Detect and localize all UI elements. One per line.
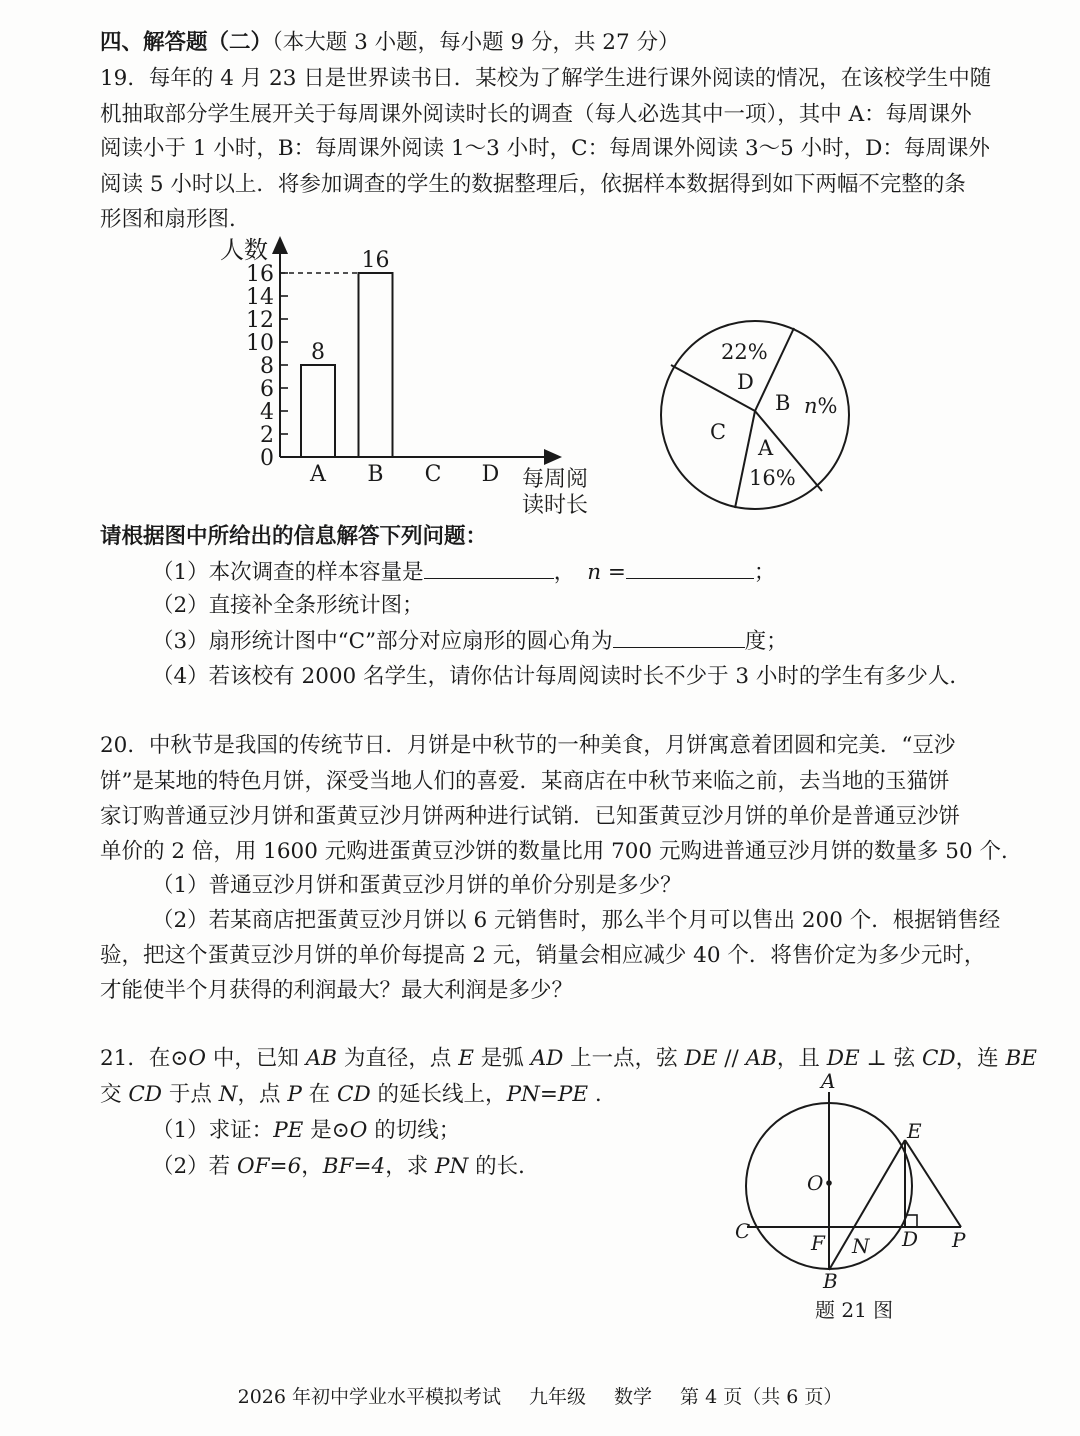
q20-line-1: 20．中秋节是我国的传统节日．月饼是中秋节的一种美食，月饼寓意着团圆和完美．“豆沙: [100, 733, 956, 758]
q21-line-2: 交 CD 于点 N，点 P 在 CD 的延长线上，PN=PE .: [100, 1082, 602, 1107]
label-c: C: [735, 1219, 751, 1243]
q20-part-2-line-2: 验，把这个蛋黄豆沙月饼的单价每提高 2 元，销量会相应减少 40 个．将售价定为多少元时，: [100, 943, 986, 968]
y-tick-label-6: 6: [260, 377, 274, 402]
bar-A: [301, 365, 335, 457]
y-tick-label-12: 12: [246, 308, 274, 333]
y-tick-label-14: 14: [246, 285, 274, 310]
answer-blank-sample-size[interactable]: [424, 556, 554, 579]
q20-part-1: （1）普通豆沙月饼和蛋黄豆沙月饼的单价分别是多少？: [152, 873, 682, 898]
y-tick-label-10: 10: [246, 331, 274, 356]
q19-part-4: （4）若该校有 2000 名学生，请你估计每周阅读时长不少于 3 小时的学生有多少人．: [152, 664, 971, 689]
q19-line-4: 阅读 5 小时以上．将参加调查的学生的数据整理后，依据样本数据得到如下两幅不完整的条: [100, 172, 966, 197]
pie-chart: [655, 315, 855, 515]
page-footer: [0, 1382, 1080, 1409]
y-axis-label: 人数: [220, 236, 268, 264]
label-n: N: [852, 1234, 870, 1258]
label-p: P: [952, 1228, 966, 1252]
answer-blank-n[interactable]: [626, 556, 754, 579]
bar-value-label-A: 8: [311, 340, 325, 365]
q20-part-2-line-3: 才能使半个月获得的利润最大？最大利润是多少？: [100, 978, 574, 1003]
q20-line-4: 单价的 2 倍，用 1600 元购进蛋黄豆沙饼的数量比用 700 元购进普通豆沙月饼的数量多 50 个．: [100, 839, 1023, 864]
label-b: B: [823, 1269, 838, 1293]
x-category-label-D: D: [481, 462, 500, 487]
q19-part-3: [152, 625, 788, 657]
q20-line-3: 家订购普通豆沙月饼和蛋黄豆沙月饼两种进行试销．已知蛋黄豆沙月饼的单价是普通豆沙饼: [100, 804, 961, 829]
q19-prompt: 请根据图中所给出的信息解答下列问题：: [100, 524, 488, 549]
pie-a-label: A: [758, 436, 774, 460]
geometry-figure: [725, 1070, 985, 1330]
label-o: O: [807, 1171, 824, 1195]
q19-part-1-n: n: [587, 560, 602, 585]
label-f: F: [811, 1231, 825, 1255]
bar-value-label-B: 16: [361, 248, 390, 273]
x-category-label-B: B: [367, 462, 384, 487]
q19-part-1-eq: =: [601, 560, 626, 585]
footer-exam: 2026 年初中学业水平模拟考试: [237, 1386, 502, 1408]
x-axis-label-line-2: 读时长: [522, 493, 589, 518]
q19-line-3: 阅读小于 1 小时，B：每周课外阅读 1～3 小时，C：每周课外阅读 3～5 小时，D：每周课外: [100, 136, 990, 161]
pie-divider-ca: [735, 411, 755, 508]
q21-part-1: （1）求证：PE 是⊙O 的切线；: [152, 1118, 461, 1143]
x-axis-label-line-1: 每周阅: [522, 467, 589, 492]
q20-line-2: 饼”是某地的特色月饼，深受当地人们的喜爱．某商店在中秋节来临之前，去当地的玉猫饼: [100, 769, 950, 794]
y-tick-label-16: 16: [246, 262, 274, 287]
y-tick-label-4: 4: [260, 400, 274, 425]
q19-line-1: 19．每年的 4 月 23 日是世界读书日．某校为了解学生进行课外阅读的情况，在该校学生中随: [100, 66, 992, 91]
bar-B: [359, 273, 393, 457]
q19-line-2: 机抽取部分学生展开关于每周课外阅读时长的调查（每人必选其中一项），其中 A：每周课外: [100, 102, 972, 127]
figure-caption: 题 21 图: [815, 1298, 894, 1322]
footer-grade: 九年级: [529, 1386, 587, 1408]
pie-d-value: 22%: [721, 340, 768, 364]
pie-b-value-pct: %: [817, 394, 838, 418]
x-category-label-A: A: [310, 462, 326, 487]
q19-part-2: （2）直接补全条形统计图；: [152, 593, 424, 618]
y-tick-label-2: 2: [260, 423, 274, 448]
x-category-label-C: C: [424, 462, 442, 487]
section-title: 四、解答题（二）: [100, 30, 273, 55]
y-tick-label-0: 0: [260, 446, 274, 471]
answer-blank-angle[interactable]: [613, 625, 745, 648]
pie-b-label: B: [775, 391, 791, 415]
center-dot: [826, 1180, 832, 1186]
footer-subject: 数学: [614, 1386, 653, 1408]
q19-part-1-text: （1）本次调查的样本容量是: [152, 560, 424, 585]
q19-part-1-end: ；: [753, 560, 776, 585]
pie-c-label: C: [710, 420, 727, 444]
pie-a-value: 16%: [749, 466, 796, 490]
label-a: A: [821, 1070, 836, 1093]
q19-part-1: [152, 556, 775, 588]
pie-b-value: [804, 394, 838, 418]
bar-chart: [210, 232, 610, 522]
q20-part-2-line-1: （2）若某商店把蛋黄豆沙月饼以 6 元销售时，那么半个月可以售出 200 个．根据销售经: [152, 908, 1001, 933]
q21-line-1: 21．在⊙O 中，已知 AB 为直径，点 E 是弧 AD 上一点，弦 DE // AB，且 DE ⊥ 弦 CD，连 BE: [100, 1046, 1037, 1071]
q19-part-3-end: 度；: [744, 629, 788, 654]
q19-part-3-text: （3）扇形统计图中“C”部分对应扇形的圆心角为: [152, 629, 613, 654]
q19-part-1-comma: ，: [553, 560, 576, 585]
pie-b-value-letter: n: [804, 394, 818, 418]
label-d: D: [902, 1227, 919, 1251]
footer-page: 第 4 页（共 6 页）: [680, 1386, 843, 1408]
section-note: （本大题 3 小题，每小题 9 分，共 27 分）: [272, 30, 680, 55]
y-tick-label-8: 8: [260, 354, 274, 379]
label-e: E: [907, 1119, 922, 1143]
q21-part-2: （2）若 OF=6，BF=4，求 PN 的长．: [152, 1154, 540, 1179]
segment-pe: [905, 1140, 961, 1227]
pie-d-label: D: [737, 370, 754, 394]
section-heading: [100, 28, 680, 58]
q19-line-5: 形图和扇形图．: [100, 207, 251, 232]
